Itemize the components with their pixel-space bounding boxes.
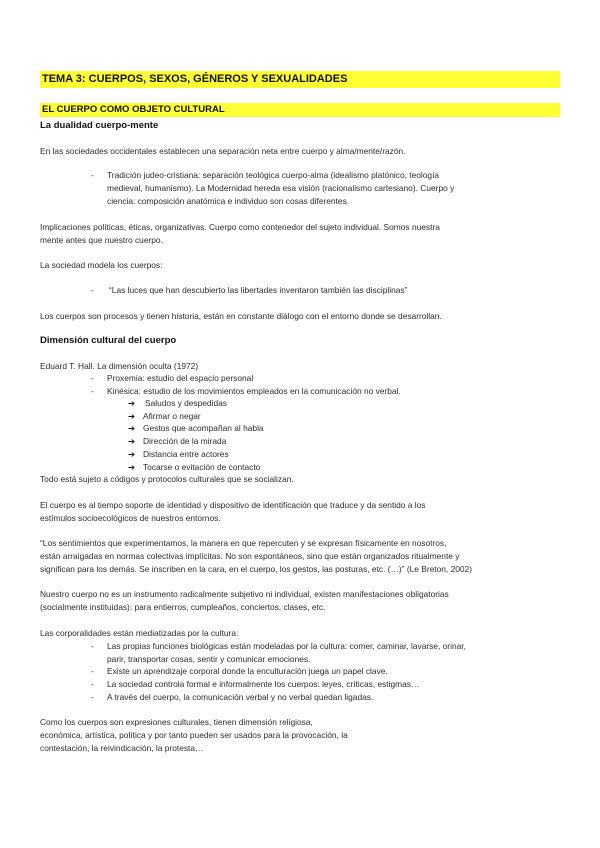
paragraph-corporalidades: Las corporalidades están mediatizadas por la cultura:	[40, 628, 239, 638]
dash-bullet: -	[91, 170, 94, 180]
list-item-kinesica: Kinésica: estudio de los movimientos empleados en la comunicación no verbal.	[107, 386, 401, 396]
paragraph-procesos: Los cuerpos son procesos y tienen historia, están en constante diálogo con el entorno donde se desarrollan.	[40, 311, 442, 321]
arrow-bullet: ➔	[128, 423, 136, 433]
subitem: Distancia entre actores	[143, 449, 229, 459]
subitem: Dirección de la mirada	[143, 436, 227, 446]
paragraph-expresiones: Como los cuerpos son expresiones culturales, tienen dimensión religiosa, económica, artística, política y por tanto pueden ser usados para la provocación, la contestación, la reivindicación, la protesta…	[40, 717, 348, 753]
subitem: Gestos que acompañan al habla	[143, 423, 264, 433]
subitem: Afirmar o negar	[143, 411, 201, 421]
list-item-quote: “Las luces que han descubierto las libertades inventaron también las disciplinas”	[109, 285, 408, 295]
paragraph-sujeto: Todo está sujeto a códigos y protocolos culturales que se socializan.	[40, 474, 294, 484]
page-title: TEMA 3: CUERPOS, SEXOS, GÉNEROS Y SEXUALIDADES	[40, 71, 560, 88]
arrow-bullet: ➔	[128, 462, 136, 472]
dash-bullet: -	[91, 373, 94, 383]
subheading-dimension: Dimensión cultural del cuerpo	[40, 335, 177, 346]
dash-bullet: -	[91, 641, 94, 651]
subheading-dualidad: La dualidad cuerpo-mente	[40, 120, 159, 131]
dash-bullet: -	[91, 692, 94, 702]
subitem: Tocarse o evitación de contacto	[143, 462, 261, 472]
arrow-bullet: ➔	[128, 436, 136, 446]
list-item-comunicacion: A través del cuerpo, la comunicación verbal y no verbal quedan ligadas.	[107, 692, 374, 702]
paragraph-intro: En las sociedades occidentales establecen una separación neta entre cuerpo y alma/mente/razón.	[40, 146, 406, 156]
arrow-bullet: ➔	[128, 411, 136, 421]
dash-bullet: -	[91, 285, 94, 295]
list-item-tradicion: Tradición judeo-cristiana: separación teológica cuerpo-alma (idealismo platónico, teología medieval, humanismo). La Modernidad hereda esa visión (racionalismo cartesiano). Cuerpo y ciencia: composición anatómica e individuo son cosas diferentes.	[107, 170, 455, 206]
section-heading: EL CUERPO COMO OBJETO CULTURAL	[40, 103, 560, 117]
paragraph-soporte: El cuerpo es al tiempo soporte de identidad y dispositivo de identificación que traduce y da sentido a los estímulos socioecológicos de nuestros entornos.	[40, 500, 426, 523]
paragraph-modela: La sociedad modela los cuerpos:	[40, 260, 163, 270]
arrow-bullet: ➔	[128, 398, 136, 408]
list-item-control: La sociedad controla formal e informalmente los cuerpos: leyes, críticas, estigmas…	[107, 679, 420, 689]
dash-bullet: -	[91, 386, 94, 396]
list-item-aprendizaje: Existe un aprendizaje corporal donde la enculturación juega un papel clave.	[107, 666, 388, 676]
paragraph-implicaciones: Implicaciones políticas, éticas, organizativas. Cuerpo como contenedor del sujeto individual. Somos nuestra mente antes que nuestro cuerpo.	[40, 222, 440, 245]
paragraph-instrumento: Nuestro cuerpo no es un instrumento radicalmente subjetivo ni individual, existen manifestaciones obligatorias (socialmente instituidas): para entierros, cumpleaños, conciertos, clases, etc.	[40, 589, 449, 612]
paragraph-source: Eduard T. Hall. La dimensión oculta (1972)	[40, 361, 199, 371]
list-item-funciones: Las propias funciones biológicas están modeladas por la cultura: comer, caminar, lavarse, orinar, parir, transportar cosas, sentir y comunicar emociones.	[107, 641, 466, 664]
dash-bullet: -	[91, 666, 94, 676]
subitem: Saludos y despedidas	[145, 398, 227, 408]
list-item-proxemia: Proxemia: estudio del espacio personal	[107, 373, 254, 383]
arrow-bullet: ➔	[128, 449, 136, 459]
paragraph-breton-quote: “Los sentimientos que experimentamos, la manera en que repercuten y se expresan físicamente en nosotros, están arraigadas en normas colectivas implícitas. No son espontáneos, sino que están organizados ritualmente y significan para los demás. Se inscriben en la cara, en el cuerpo, los gestos, las posturas, etc. (…)” (Le Breton, 2002)	[40, 538, 472, 574]
dash-bullet: -	[91, 679, 94, 689]
